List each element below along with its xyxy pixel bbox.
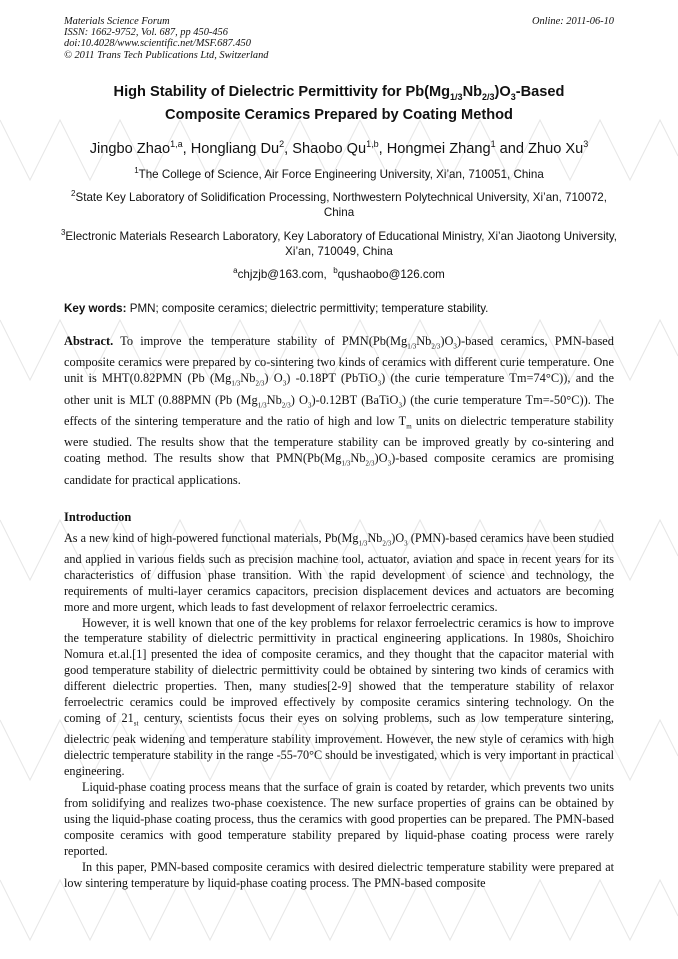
copyright: © 2011 Trans Tech Publications Ltd, Switzerland: [64, 49, 269, 61]
journal-name: Materials Science Forum: [64, 16, 170, 27]
affiliation-2: $^2$State Key Laboratory of Solidification Processing, Northwestern Polytechnical University, Xi’an, 710072, China: [71, 189, 607, 220]
author: Shaobo Qu: [292, 140, 367, 157]
keywords-label: Key words:: [64, 302, 127, 316]
author: Jingbo Zhao: [89, 140, 171, 157]
paragraph: In this paper, PMN-based composite ceramics with desired dielectric temperature stability were prepared at low sintering temperature by liquid-phase coating process. The PMN-based composite: [64, 859, 614, 890]
email-b: qushaobo@126.com: [337, 268, 445, 282]
paragraph: As a new kind of high-powered functional materials, $Pb(Mg_{1/3}Nb_{2/3})O_3$ (PMN)-based ceramics have been studied and applied in various fields such as precision machine tool, actuator, aviation and space in recent years for its characteristics of diffusion phase transition. With the rapid development of science and technology, the requirements of multi-layer ceramics capacitors, precision displacement devices and actuators are becoming more and more urgent, which leads to fast development of relaxor ferroelectric ceramics.: [64, 530, 614, 614]
abstract-label: Abstract.: [64, 334, 114, 349]
author-emails: $^a$chjzjb@163.com, $^b$qushaobo@126.com: [233, 266, 445, 282]
paper-title: High Stability of Dielectric Permittivity for $Pb(Mg_{1/3}Nb_{2/3})O_3$-Based Composite Ceramics Prepared by Coating Method: [113, 83, 565, 123]
affiliation-1: $^1$The College of Science, Air Force Engineering University, Xi’an, 710051, China: [134, 165, 544, 181]
online-date: Online: 2011-06-10: [531, 16, 614, 27]
author: Hongliang Du: [190, 140, 280, 157]
abstract: Abstract. To improve the temperature stability of $PMN(Pb(Mg_{1/3}Nb_{2/3})O_3)$-based ceramics, PMN-based composite ceramics were prepared by co-sintering two kinds of ceramics with different curie temperature. One unit is MHT(0.82PMN (Pb $(Mg_{1/3}Nb_{2/3})$ $O_3$) -0.18PT (PbTiO$_3$) (the curie temperature Tm=74°C)), and the other unit is MLT (0.88PMN (Pb $(Mg_{1/3}Nb_{2/3})$ $O_3)-0.12BT$ (BaTiO$_3$) (the curie temperature Tm=-50°C)). The effects of the sintering temperature and the ratio of high and low $T_m$ units on dielectric temperature stability were studied. The results show that the temperature stability can be improved greatly by co-sintering and coating method. The results show that $PMN(Pb(Mg_{1/3}Nb_{2/3})O_3)$-based composite ceramics are promising candidate for practical applications.: [64, 334, 614, 487]
journal-header: [64, 16, 614, 61]
keywords: Key words: PMN; composite ceramics; dielectric permittivity; temperature stability.: [64, 302, 489, 316]
email-a: chjzjb@163.com,: [237, 268, 327, 282]
paragraph: Liquid-phase coating process means that the surface of grain is coated by retarder, which prevents two units from solidifying and realizes two-phase coexistence. The new surface properties of grains can be obtained by using the liquid-phase coating process, thus the ceramics with good properties can be prepared. The PMN-based composite ceramics with good temperature stability prepared by liquid-phase coating process were rarely reported.: [64, 780, 614, 858]
author-list: Jingbo Zhao$^{1,a}$, Hongliang Du$^2$, Shaobo Qu$^{1,b}$, Hongmei Zhang$^1$ and Zhuo Xu$^3$: [89, 138, 589, 157]
author: Zhuo Xu: [528, 140, 584, 157]
paragraph: However, it is well known that one of the key problems for relaxor ferroelectric ceramics is how to improve the temperature stability of dielectric permittivity in practical engineering applications. In 1980s, Shoichiro Nomura et.al.[1] presented the idea of composite ceramics, and they thought that the capacitor material with good temperature stability of dielectric permittivity could be obtained by sintering two kinds of ceramics with different dielectric properties. Then, many studies[2-9] showed that the temperature stability of relaxor ferroelectric ceramics could be improved effectively by composite ceramics sintering technology. On the coming of $21_{st}$ century, scientists focus their eyes on solving problems, such as low temperature sintering, dielectric peak widening and temperature stability improvement. However, the new style of ceramics with high dielectric temperature stability in the range -55-70°C should be investigated, which is very important in practical engineering.: [64, 615, 614, 779]
doi: doi:10.4028/www.scientific.net/MSF.687.450: [64, 38, 251, 50]
introduction-body: [64, 531, 614, 892]
issn: ISSN: 1662-9752, Vol. 687, pp 450-456: [64, 27, 228, 39]
affiliation-3: $^3$Electronic Materials Research Laboratory, Key Laboratory of Educational Ministry, Xi’an Jiaotong University, Xi’an, 710049, China: [60, 228, 618, 259]
author: Hongmei Zhang: [386, 140, 491, 157]
section-heading-introduction: Introduction: [64, 509, 132, 524]
